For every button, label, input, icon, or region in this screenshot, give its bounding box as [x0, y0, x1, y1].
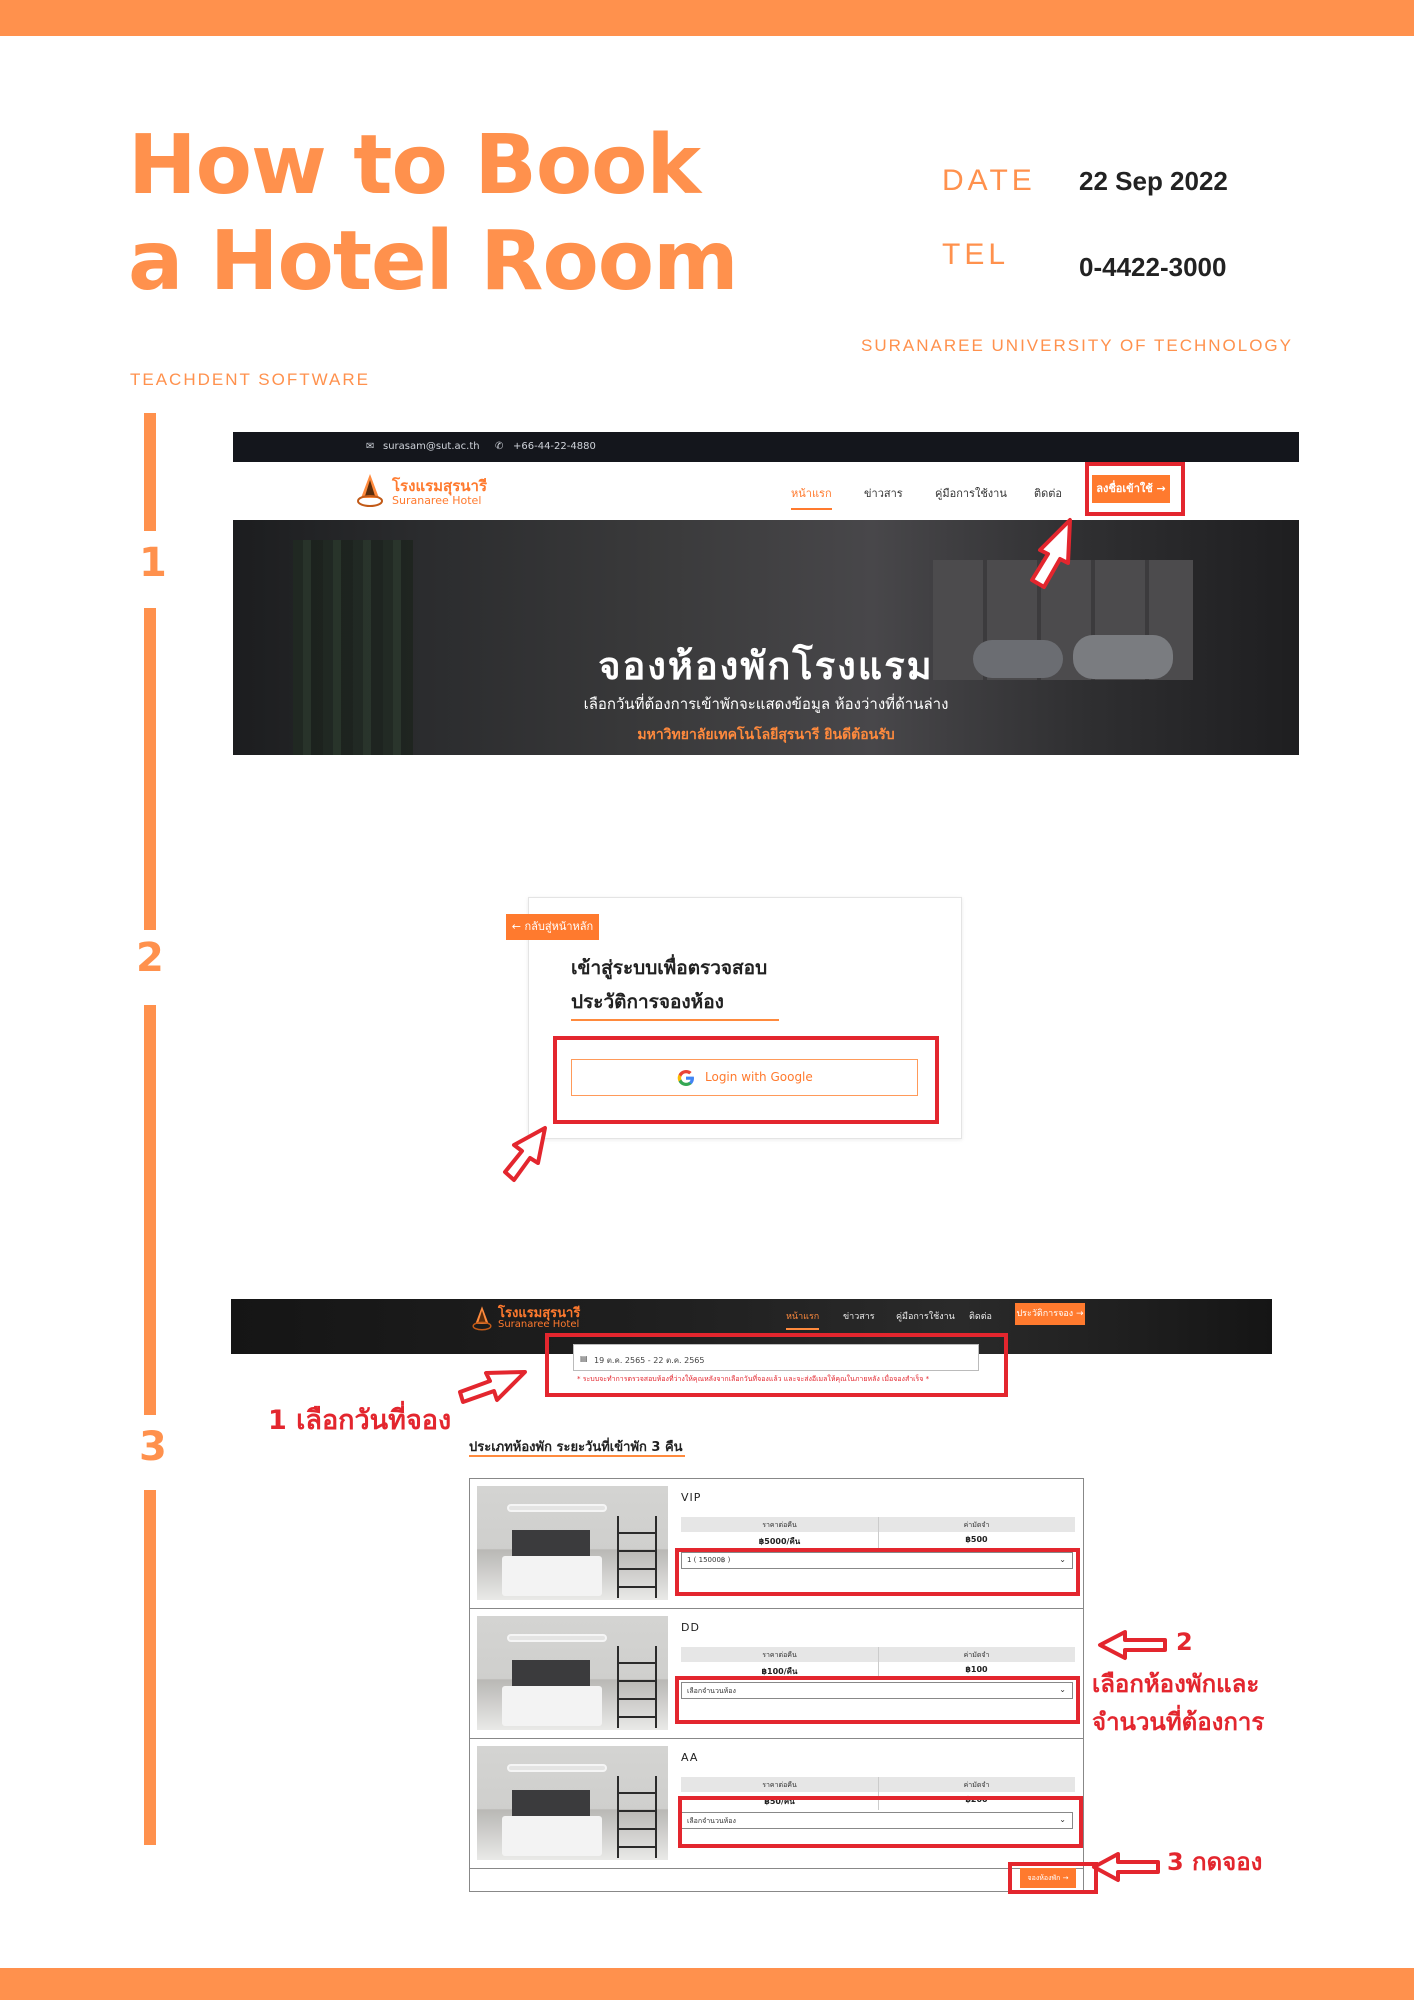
col-price-label: ราคาต่อคืน: [762, 1651, 797, 1659]
chevron-down-icon: ⌄: [1059, 1555, 1066, 1564]
back-to-home-button[interactable]: ← กลับสู่หน้าหลัก: [506, 914, 599, 940]
title-line-1: How to Book: [128, 118, 701, 213]
hero-subtitle: เลือกวันที่ต้องการเข้าพักจะแสดงข้อมูล ห้องว่างที่ด้านล่าง: [583, 695, 949, 713]
arrow-left-icon: [1094, 1854, 1158, 1880]
room-quantity-value: 1 ( 15000฿ ): [687, 1556, 731, 1564]
chevron-down-icon: ⌄: [1059, 1685, 1066, 1694]
annotation-step-1: 1 เลือกวันที่จอง: [268, 1405, 452, 1436]
site-logo-thai[interactable]: โรงแรมสุรนารี: [392, 477, 487, 495]
arrow-up-right-icon: [1032, 520, 1070, 587]
room-name: VIP: [681, 1491, 702, 1504]
date-label: DATE: [942, 164, 1036, 197]
room-deposit: ฿500: [965, 1535, 988, 1544]
nav-item-contact[interactable]: ติดต่อ: [1034, 487, 1063, 500]
google-button-label: Login with Google: [705, 1070, 813, 1084]
company-name: TEACHDENT SOFTWARE: [130, 370, 371, 389]
room-price: ฿5000/คืน: [758, 1537, 801, 1546]
col-price-label: ราคาต่อคืน: [762, 1521, 797, 1529]
booking-history-button[interactable]: ประวัติการจอง →: [1015, 1303, 1085, 1325]
arrow-right-icon: [460, 1372, 525, 1402]
col-price-label: ราคาต่อคืน: [762, 1781, 797, 1789]
annotation-step-3: 3 กดจอง: [1167, 1848, 1263, 1876]
topbar-email[interactable]: surasam@sut.ac.th: [383, 441, 480, 452]
date-value: 22 Sep 2022: [1079, 166, 1228, 196]
room-price: ฿100/คืน: [761, 1667, 798, 1676]
col-deposit-label: ค่ามัดจำ: [963, 1521, 990, 1529]
arrow-up-right-icon: [505, 1128, 545, 1180]
room-quantity-value: เลือกจำนวนห้อง: [687, 1687, 736, 1695]
site-logo-english[interactable]: Suranaree Hotel: [392, 494, 482, 507]
phone-icon: ✆: [495, 441, 504, 452]
room-type-heading: ประเภทห้องพัก ระยะวันที่เข้าพัก 3 คืน: [469, 1440, 683, 1455]
date-note: * ระบบจะทำการตรวจสอบห้องที่ว่างให้คุณหลังจากเลือกวันที่จองแล้ว และจะส่งอีเมลให้คุณในภายหลัง เมื่อจองสำเร็จ *: [577, 1375, 930, 1383]
step-number-2: 2: [136, 935, 164, 981]
mail-icon: ✉: [366, 441, 375, 452]
col-deposit-label: ค่ามัดจำ: [963, 1651, 990, 1659]
room-quantity-value: เลือกจำนวนห้อง: [687, 1817, 736, 1825]
step-number-1: 1: [139, 540, 167, 586]
topbar-phone[interactable]: +66-44-22-4880: [513, 441, 596, 452]
date-range-value: 19 ต.ค. 2565 - 22 ต.ค. 2565: [594, 1356, 705, 1365]
nav-item-home[interactable]: หน้าแรก: [791, 484, 832, 510]
university-name: SURANAREE UNIVERSITY OF TECHNOLOGY: [861, 336, 1293, 355]
tel-value: 0-4422-3000: [1079, 252, 1227, 282]
step3-nav-news[interactable]: ข่าวสาร: [843, 1312, 875, 1322]
book-room-button[interactable]: จองห้องพัก →: [1020, 1868, 1076, 1888]
step3-nav-contact[interactable]: ติดต่อ: [969, 1312, 992, 1322]
room-name: DD: [681, 1621, 700, 1634]
hero-tagline: มหาวิทยาลัยเทคโนโลยีสุรนารี ยินดีต้อนรับ: [637, 727, 895, 743]
room-deposit: ฿200: [965, 1795, 988, 1804]
login-nav-button[interactable]: ลงชื่อเข้าใช้ →: [1092, 475, 1170, 503]
room-name: AA: [681, 1751, 699, 1764]
step3-nav-home[interactable]: หน้าแรก: [786, 1309, 819, 1330]
step3-logo-english[interactable]: Suranaree Hotel: [498, 1319, 580, 1330]
room-deposit: ฿100: [965, 1665, 988, 1674]
tel-label: TEL: [942, 238, 1010, 271]
login-card-title-line-1: เข้าสู่ระบบเพื่อตรวจสอบ: [571, 957, 768, 979]
login-card-title-line-2: ประวัติการจองห้อง: [571, 991, 724, 1013]
nav-item-manual[interactable]: คู่มือการใช้งาน: [935, 487, 1007, 500]
arrow-left-icon: [1100, 1632, 1165, 1658]
annotation-step-2-line-2: จำนวนที่ต้องการ: [1092, 1708, 1265, 1736]
bottom-accent-bar: [0, 1968, 1414, 2000]
room-price: ฿50/คืน: [764, 1797, 795, 1806]
annotation-step-2-number: 2: [1176, 1628, 1193, 1656]
hero-title: จองห้องพักโรงแรม: [598, 644, 934, 688]
step-number-3: 3: [139, 1424, 167, 1470]
step3-nav-manual[interactable]: คู่มือการใช้งาน: [896, 1312, 955, 1322]
calendar-icon: ▤: [580, 1354, 588, 1363]
step3-logo-thai[interactable]: โรงแรมสุรนารี: [498, 1306, 581, 1321]
chevron-down-icon: ⌄: [1059, 1815, 1066, 1824]
col-deposit-label: ค่ามัดจำ: [963, 1781, 990, 1789]
title-line-2: a Hotel Room: [128, 214, 738, 309]
annotation-step-2-line-1: เลือกห้องพักและ: [1092, 1670, 1260, 1698]
nav-item-news[interactable]: ข่าวสาร: [864, 487, 903, 500]
